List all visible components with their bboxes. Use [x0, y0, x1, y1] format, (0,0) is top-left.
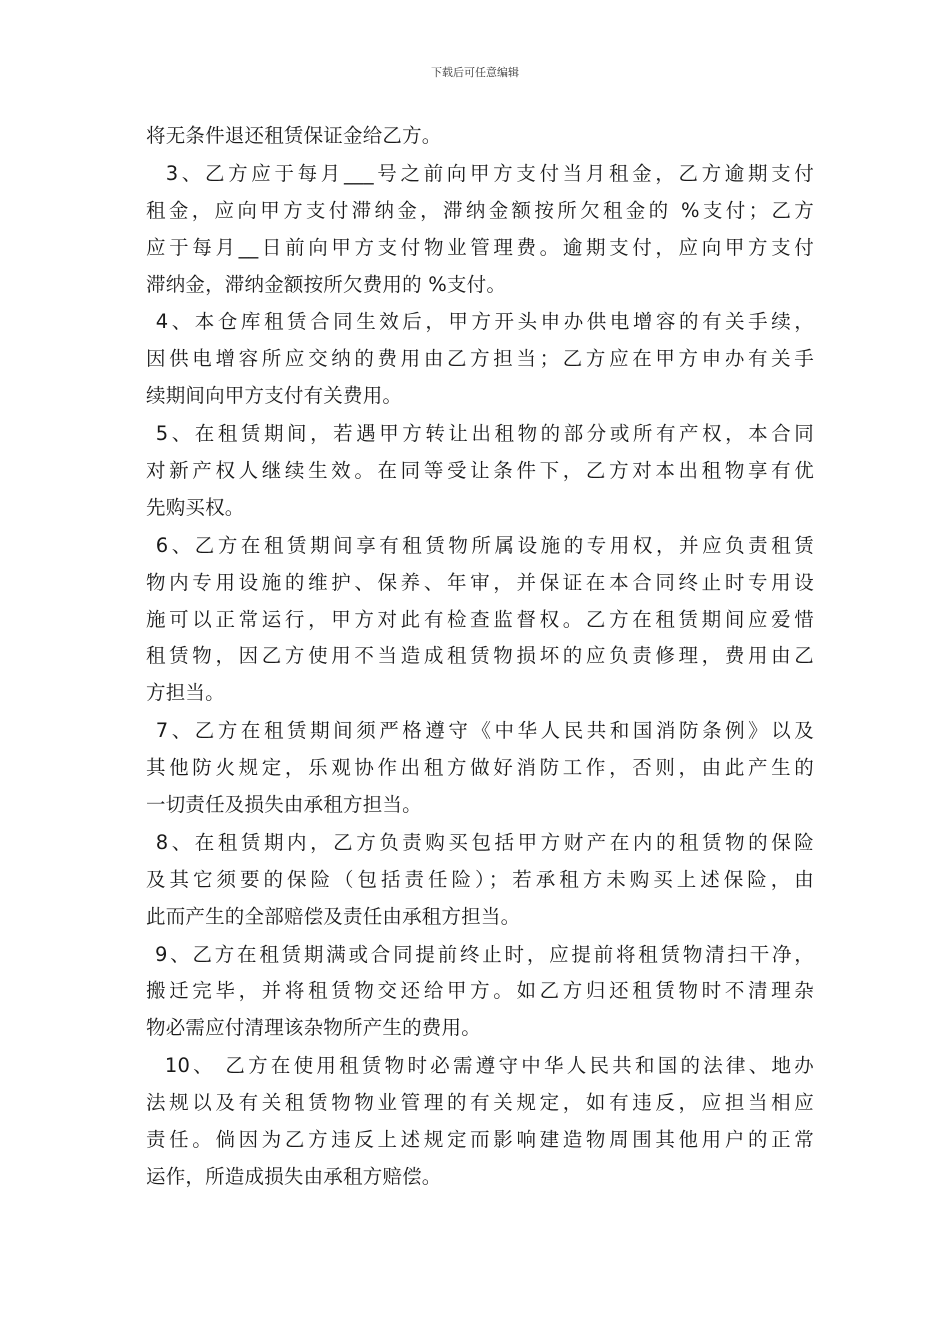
text-line: 物必需应付清理该杂物所产生的费用。: [146, 1016, 481, 1040]
text-line: 续期间向甲方支付有关费用。: [146, 384, 403, 408]
text-line: 4、本仓库租赁合同生效后，甲方开头申办供电增容的有关手续，: [146, 310, 814, 334]
text-line: 此而产生的全部赔偿及责任由承租方担当。: [146, 904, 521, 928]
text-line: 其他防火规定，乐观协作出租方做好消防工作，否则，由此产生的: [146, 756, 814, 780]
document-body: [146, 118, 814, 1196]
text-line: 施可以正常运行，甲方对此有检查监督权。乙方在租赁期间应爱惜: [146, 607, 814, 631]
paragraph: [146, 416, 814, 527]
paragraph: [146, 118, 814, 155]
paragraph: [146, 713, 814, 824]
text-line: 将无条件退还租赁保证金给乙方。: [146, 124, 442, 147]
text-line: 搬迁完毕，并将租赁物交还给甲方。如乙方归还租赁物时不清理杂: [146, 979, 814, 1003]
text-line: 3、乙方应于每月___号之前向甲方支付当月租金，乙方逾期支付: [146, 161, 814, 185]
text-line: 方担当。: [146, 681, 225, 705]
text-line: 8、在租赁期内，乙方负责购买包括甲方财产在内的租赁物的保险: [146, 830, 814, 854]
text-line: 因供电增容所应交纳的费用由乙方担当；乙方应在甲方申办有关手: [146, 347, 814, 371]
paragraph: [146, 304, 814, 415]
text-line: 租金，应向甲方支付滞纳金，滞纳金额按所欠租金的 %支付；乙方: [146, 198, 814, 222]
paragraph: [146, 528, 814, 712]
paragraph: [146, 1048, 814, 1196]
text-line: 物内专用设施的维护、保养、年审，并保证在本合同终止时专用设: [146, 570, 814, 594]
text-line: 9、乙方在租赁期满或合同提前终止时，应提前将租赁物清扫干净，: [146, 942, 814, 966]
text-line: 一切责任及损失由承租方担当。: [146, 793, 422, 817]
text-line: 先购买权。: [146, 495, 245, 519]
page-header: 下载后可任意编辑: [431, 66, 519, 79]
paragraph: [146, 937, 814, 1048]
paragraph: [146, 825, 814, 936]
text-line: 滞纳金，滞纳金额按所欠费用的 %支付。: [146, 272, 507, 296]
text-line: 责任。倘因为乙方违反上述规定而影响建造物周围其他用户的正常: [146, 1128, 814, 1152]
text-line: 6、乙方在租赁期间享有租赁物所属设施的专用权，并应负责租赁: [146, 533, 814, 557]
text-line: 5、在租赁期间，若遇甲方转让出租物的部分或所有产权，本合同: [146, 422, 814, 446]
text-line: 对新产权人继续生效。在同等受让条件下，乙方对本出租物享有优: [146, 459, 814, 483]
text-line: 及其它须要的保险（包括责任险）；若承租方未购买上述保险，由: [146, 867, 814, 891]
text-line: 10、 乙方在使用租赁物时必需遵守中华人民共和国的法律、地办: [146, 1054, 814, 1078]
text-line: 法规以及有关租赁物物业管理的有关规定，如有违反，应担当相应: [146, 1091, 814, 1115]
text-line: 7、乙方在租赁期间须严格遵守《中华人民共和国消防条例》以及: [146, 719, 814, 743]
text-line: 运作，所造成损失由承租方赔偿。: [146, 1164, 442, 1188]
text-line: 应于每月__日前向甲方支付物业管理费。逾期支付，应向甲方支付: [146, 235, 814, 259]
paragraph: [146, 156, 814, 304]
text-line: 租赁物，因乙方使用不当造成租赁物损坏的应负责修理，费用由乙: [146, 644, 814, 668]
